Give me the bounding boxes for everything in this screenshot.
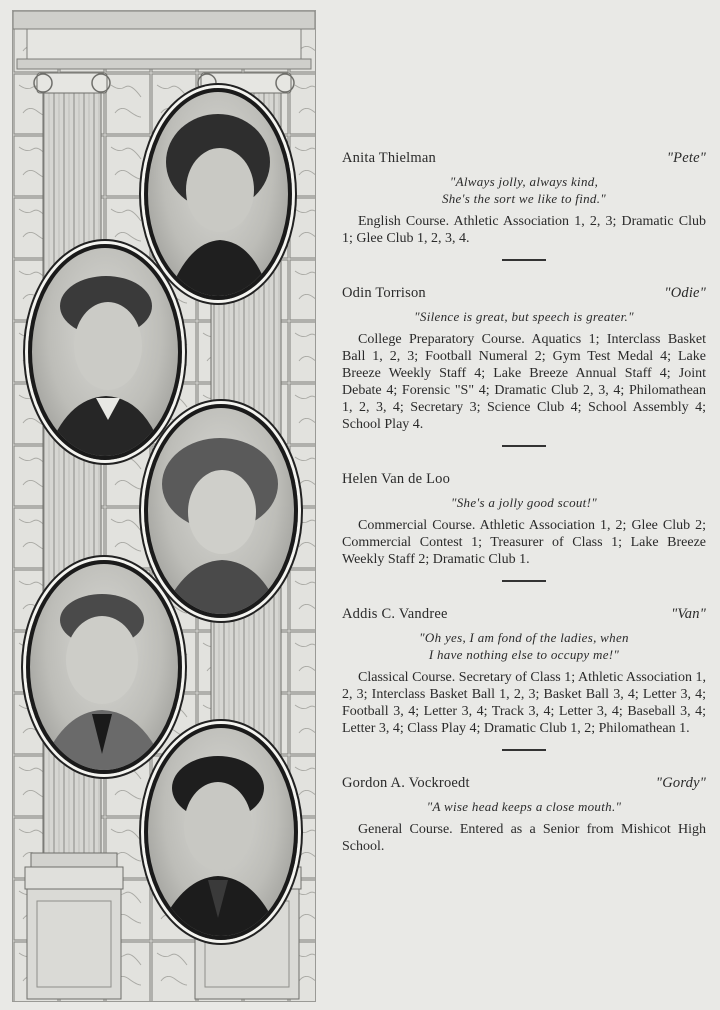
divider: [502, 749, 546, 751]
student-quote: "A wise head keeps a close mouth.": [426, 799, 622, 814]
student-name: Anita Thielman: [342, 150, 436, 166]
student-name: Gordon A. Vockroedt: [342, 775, 470, 791]
student-nickname: "Odie": [664, 285, 706, 301]
entry-odin-torrison: [342, 285, 706, 447]
student-nickname: "Gordy": [655, 775, 706, 791]
student-quote: "She's a jolly good scout!": [450, 495, 597, 510]
entry-header: [342, 150, 706, 167]
student-quote: "Silence is great, but speech is greater.": [414, 309, 634, 324]
student-name: Helen Van de Loo: [342, 471, 451, 487]
entry-anita-thielman: [342, 150, 706, 261]
entry-header: [342, 285, 706, 302]
student-quote: "Always jolly, always kind, She's the sort we like to find.": [441, 174, 607, 206]
divider: [502, 580, 546, 582]
student-activities: College Preparatory Course. Aquatics 1; Interclass Basket Ball 1, 2, 3; Football Numeral 2; Gym Test Medal 4; Lake Breeze Weekly Staff 4; Lake Breeze Annual Staff 4; Joint Debate 4; Forensic "S" 4; Dramatic Club 2, 3, 4; Philomathean 1, 2, 3, 4; Secretary 3; Science Club 4; School Assembly 4; School Play 4.: [342, 332, 706, 432]
entry-helen-van-de-loo: [342, 471, 706, 582]
student-quote: "Oh yes, I am fond of the ladies, when I have nothing else to occupy me!": [419, 630, 629, 662]
entry-header: [342, 471, 706, 488]
student-activities: Classical Course. Secretary of Class 1; Athletic Association 1, 2, 3; Interclass Basket Ball 1, 2, 3; Basket Ball 3, 4; Letter 3, 4; Football 3, 4; Letter 3, 4; Track 3, 4; Letter 3, 4; Baseball 3, 4; Letter 3, 4; Class Play 4; Dramatic Club 1, 2; Philomathean 1.: [342, 670, 706, 736]
student-name: Odin Torrison: [342, 285, 426, 301]
portrait-photo: [148, 728, 294, 936]
entry-gordon-vockroedt: [342, 775, 706, 855]
divider: [502, 445, 546, 447]
divider: [502, 259, 546, 261]
entry-header: [342, 606, 706, 623]
student-nickname: "Pete": [666, 150, 706, 166]
student-nickname: "Van": [671, 606, 706, 622]
student-name: Addis C. Vandree: [342, 606, 448, 622]
student-activities: General Course. Entered as a Senior from Mishicot High School.: [342, 822, 706, 854]
entry-header: [342, 775, 706, 792]
senior-entries: [342, 150, 706, 855]
portrait-gordon-vockroedt: [144, 724, 298, 940]
student-activities: English Course. Athletic Association 1, 2, 3; Dramatic Club 1; Glee Club 1, 2, 3, 4.: [342, 214, 706, 246]
student-activities: Commercial Course. Athletic Association 1, 2; Glee Club 2; Commercial Contest 1; Treasurer of Class 1; Lake Breeze Weekly Staff 2; Dramatic Club 1.: [342, 518, 706, 567]
entry-addis-vandree: [342, 606, 706, 751]
